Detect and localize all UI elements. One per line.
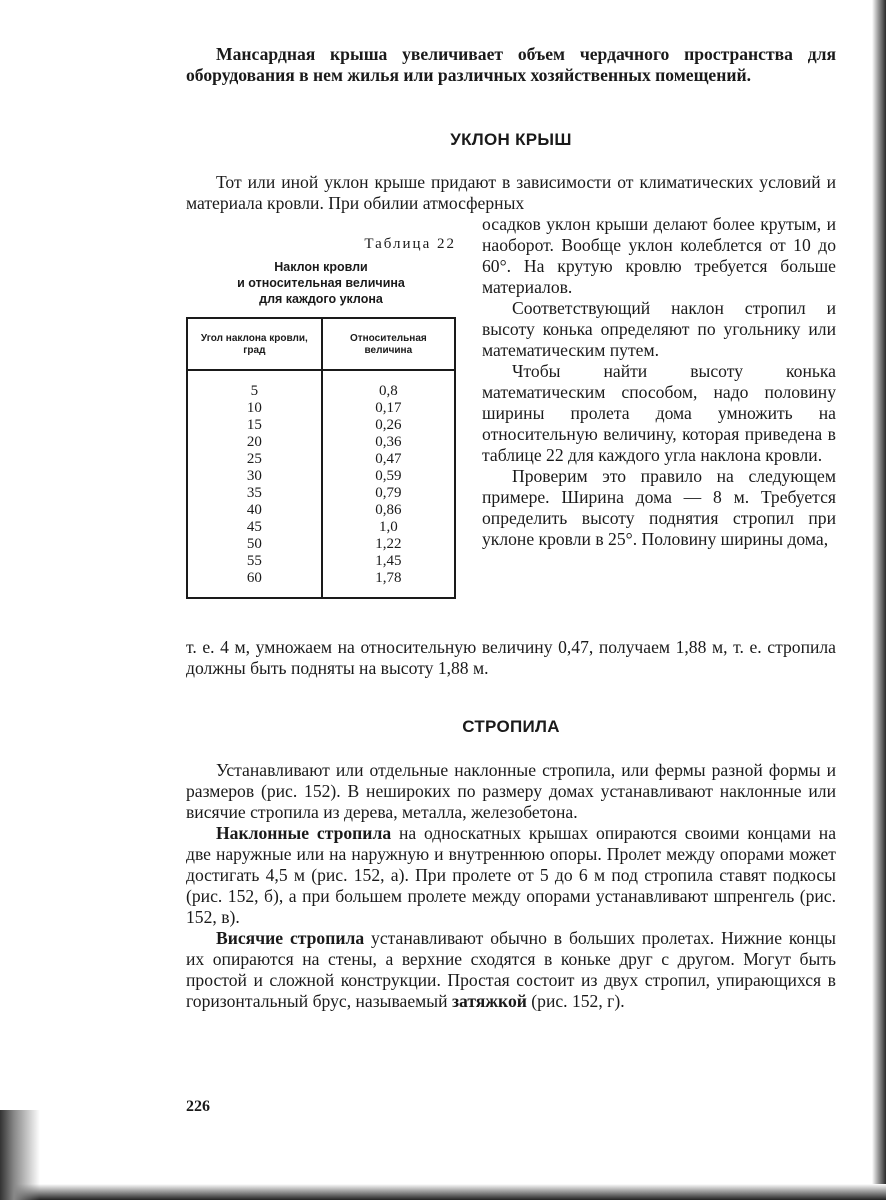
table-cell-value: 0,17	[375, 400, 402, 416]
side-paragraph: Чтобы найти высоту конька математическим способом, надо половину ширины пролета дома умножить на относительную величину, которая приведена в таблице 22 для каждого угла наклона кровли.	[482, 361, 836, 465]
slope-table	[186, 317, 456, 599]
side-paragraph: Соответствующий наклон стропил и высоту конька определяют по угольнику или математическим путем.	[482, 298, 836, 360]
column-header-value: Относительная величина	[322, 318, 455, 370]
term-hanging-rafters: Висячие стропила	[216, 928, 365, 948]
roof-slope-lead-block	[186, 172, 836, 214]
table-cell-angle: 40	[246, 502, 262, 518]
value-column	[322, 370, 455, 598]
table-number: Таблица 22	[364, 236, 456, 252]
table-cell-value: 0,59	[375, 468, 402, 484]
table-cell-value: 1,0	[378, 519, 398, 535]
column-header-angle: Угол наклона кровли, град	[187, 318, 322, 370]
table-cell-value: 0,26	[375, 417, 402, 433]
term-tie-beam: затяжкой	[451, 991, 527, 1011]
table-and-text-area	[186, 214, 836, 634]
roof-slope-side-text	[482, 214, 836, 550]
table-cell-angle: 10	[246, 400, 262, 416]
table-cell-value: 0,36	[375, 434, 402, 450]
table-cell-angle: 45	[246, 519, 262, 535]
angle-column	[187, 370, 322, 598]
table-cell-angle: 30	[246, 468, 262, 484]
table-cell-value: 0,86	[375, 502, 402, 518]
paragraph-text: на односкатных крышах опираются своими концами на две наружные или на наружную и внутреннюю опоры. Пролет между опорами может достигать 4,5 м (рис. 152, а). При пролете от 5 до 6 м под стропила ставят подкосы (рис. 152, б), а при большем пролете между опорами устанавливают шпренгель (рис. 152, в).	[186, 823, 836, 927]
page-number: 226	[186, 1098, 210, 1115]
paragraph-text: устанавливают обычно в больших пролетах. Нижние концы их опираются на стены, а верхние сходятся в коньке друг с другом. Могут быть простой и сложной конструкции. Простая состоит из двух стропил, упирающихся в горизонтальный брус, называемый	[186, 928, 836, 1011]
table-caption-line: Наклон кровли	[274, 260, 368, 274]
section-heading-roof-slope: УКЛОН КРЫШ	[450, 130, 572, 149]
scan-corner-shadow	[0, 1110, 40, 1200]
table-cell-value: 0,79	[375, 485, 402, 501]
table-caption-line: для каждого уклона	[259, 292, 383, 306]
table-cell-angle: 25	[246, 451, 262, 467]
roof-slope-lead: Тот или иной уклон крыше придают в зависимости от климатических условий и материала кровли. При обилии атмосферных	[186, 172, 836, 213]
table-cell-value: 1,45	[375, 553, 402, 569]
rafters-paragraph-3	[186, 928, 836, 1012]
table-cell-value: 0,8	[378, 383, 398, 399]
section-heading-rafters: СТРОПИЛА	[462, 717, 560, 736]
table-cell-angle: 55	[246, 553, 262, 569]
table-cell-angle: 20	[246, 434, 262, 450]
scan-edge-shadow-bottom	[0, 1184, 886, 1200]
table-cell-angle: 50	[246, 536, 262, 552]
table-cell-angle: 60	[246, 570, 262, 586]
side-paragraph: Проверим это правило на следующем примере. Ширина дома — 8 м. Требуется определить высоту поднятия стропил при уклоне кровли в 25°. Половину ширины дома,	[482, 466, 836, 549]
table-caption	[186, 259, 456, 307]
table-cell-value: 1,78	[375, 570, 402, 586]
rafters-block	[186, 760, 836, 1012]
rafters-paragraph-1: Устанавливают или отдельные наклонные стропила, или фермы разной формы и размеров (рис. 152). В нешироких по размеру домах устанавливают наклонные или висячие стропила из дерева, металла, железобетона.	[186, 760, 836, 822]
table-cell-value: 0,47	[375, 451, 402, 467]
continuation-paragraph: т. е. 4 м, умножаем на относительную величину 0,47, получаем 1,88 м, т. е. стропила должны быть подняты на высоту 1,88 м.	[186, 637, 836, 678]
table-cell-value: 1,22	[375, 536, 402, 552]
table-22	[186, 236, 456, 599]
intro-paragraph: Мансардная крыша увеличивает объем чердачного пространства для оборудования в нем жилья или различных хозяйственных помещений.	[186, 44, 836, 85]
example-continuation	[186, 637, 836, 679]
table-caption-line: и относительная величина	[237, 276, 405, 290]
paragraph-text: (рис. 152, г).	[526, 991, 625, 1011]
table-cell-angle: 5	[250, 383, 259, 399]
rafters-paragraph-2	[186, 823, 836, 928]
table-cell-angle: 15	[246, 417, 262, 433]
table-cell-angle: 35	[246, 485, 262, 501]
term-inclined-rafters: Наклонные стропила	[216, 823, 392, 843]
intro-block	[186, 44, 836, 86]
scan-edge-shadow-right	[872, 0, 886, 1200]
side-paragraph: осадков уклон крыши делают более крутым, и наоборот. Вообще уклон колеблется от 10 до 60°. На крутую кровлю требуется больше материалов.	[482, 214, 836, 297]
